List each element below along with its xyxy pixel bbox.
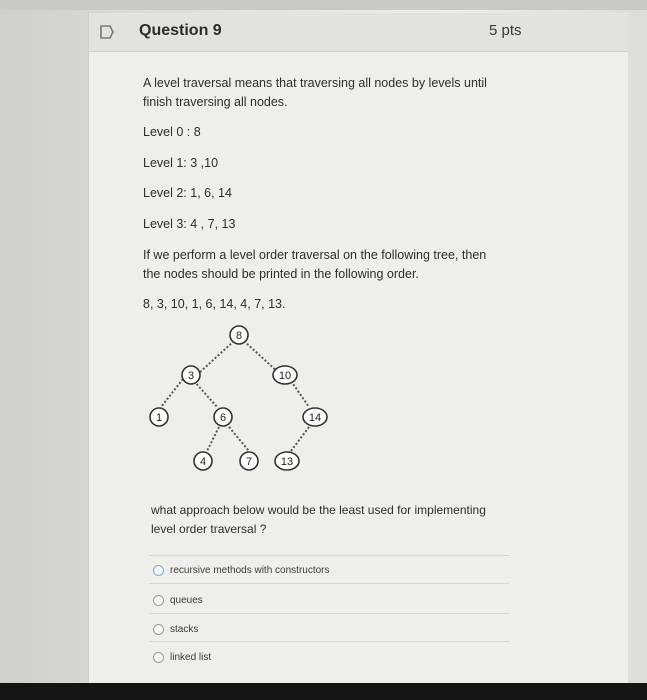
question-points: 5 pts: [489, 22, 522, 39]
question-title: Question 9: [139, 22, 222, 39]
answer-divider: [149, 641, 509, 642]
answer-option-3[interactable]: [153, 619, 198, 639]
node-10-label: 10: [278, 370, 292, 382]
answer-divider: [149, 613, 509, 614]
flag-question-icon[interactable]: [99, 25, 115, 39]
answer-divider: [149, 583, 509, 584]
answer-divider: [149, 555, 509, 556]
prompt-line-1: what approach below would be the least used for implementing: [151, 503, 486, 517]
question-card: [88, 13, 628, 683]
perform-line-2: the nodes should be printed in the following order.: [143, 267, 419, 281]
answer-label: linked list: [170, 651, 212, 663]
answer-option-2[interactable]: [153, 590, 203, 610]
question-header: [89, 13, 628, 52]
answer-label: queues: [170, 594, 203, 606]
node-13-label: 13: [280, 456, 294, 468]
level-1-text: Level 1: 3 ,10: [143, 156, 219, 170]
node-1-label: 1: [155, 412, 163, 424]
radio-button[interactable]: [153, 652, 164, 663]
edge-6-7: [229, 427, 249, 451]
answer-option-1[interactable]: [153, 560, 330, 580]
prompt-line-2: level order traversal ?: [151, 522, 267, 536]
node-14-label: 14: [308, 412, 322, 424]
edge-8-10: [244, 341, 279, 373]
answer-label: recursive methods with constructors: [170, 564, 330, 576]
perform-line-1: If we perform a level order traversal on the following tree, then: [143, 248, 487, 262]
radio-button[interactable]: [153, 595, 164, 606]
top-strip: [0, 0, 647, 10]
bottom-bezel: [0, 683, 647, 700]
level-2-text: Level 2: 1, 6, 14: [143, 186, 232, 200]
edge-6-4: [207, 427, 219, 451]
node-6-label: 6: [219, 412, 227, 424]
edge-14-13: [291, 427, 309, 451]
radio-button[interactable]: [153, 565, 164, 576]
edge-8-3: [199, 341, 234, 373]
answer-label: stacks: [170, 623, 199, 635]
tree-diagram: [139, 321, 379, 471]
intro-line-2: finish traversing all nodes.: [143, 95, 288, 109]
answer-option-4[interactable]: [153, 647, 211, 667]
intro-line-1: A level traversal means that traversing all nodes by levels until: [143, 76, 487, 90]
edge-3-6: [194, 381, 217, 407]
node-3-label: 3: [187, 370, 195, 382]
node-7-label: 7: [245, 456, 253, 468]
traversal-order: 8, 3, 10, 1, 6, 14, 4, 7, 13.: [143, 297, 286, 311]
edge-10-14: [291, 381, 309, 407]
node-4-label: 4: [199, 456, 207, 468]
node-8-label: 8: [235, 330, 243, 342]
level-0-text: Level 0 : 8: [143, 125, 201, 139]
radio-button[interactable]: [153, 624, 164, 635]
level-3-text: Level 3: 4 , 7, 13: [143, 217, 236, 231]
edge-3-1: [161, 379, 183, 407]
